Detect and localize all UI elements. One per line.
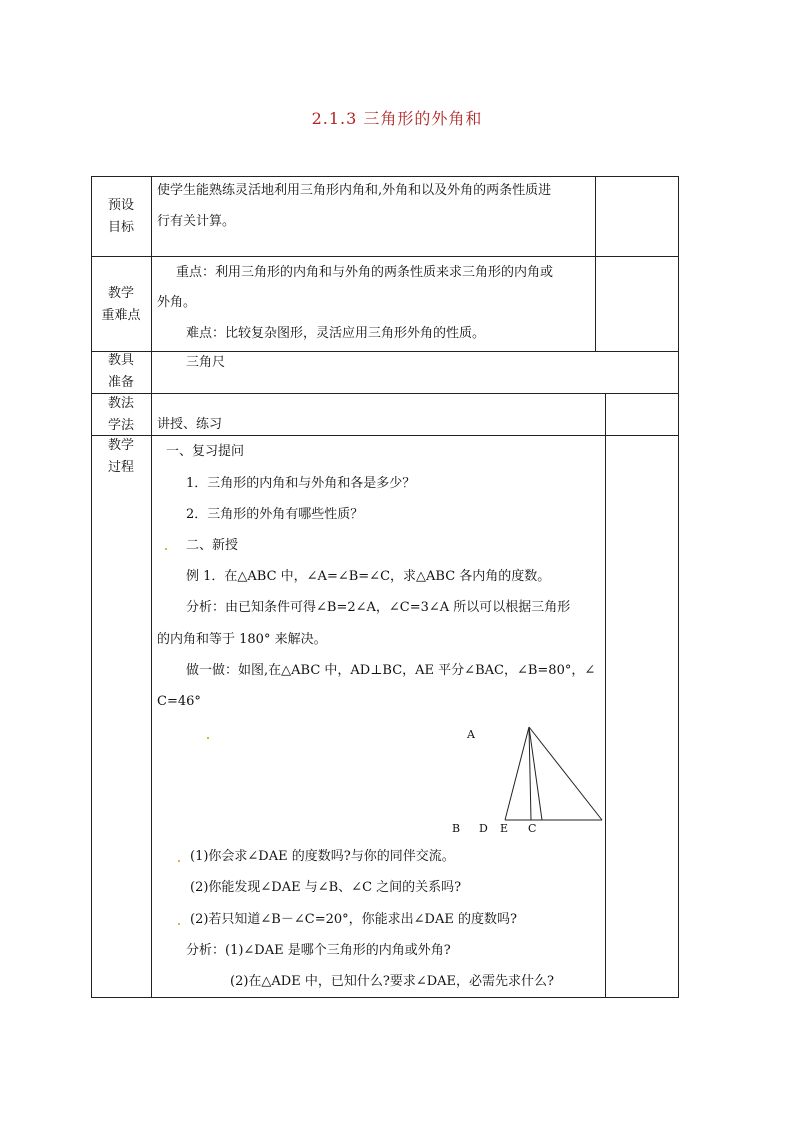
process-line: 分析：由已知条件可得∠B=2∠A，∠C=3∠A 所以可以根据三角形 xyxy=(186,600,571,615)
marker-dot xyxy=(165,548,167,550)
process-line: (1)你会求∠DAE 的度数吗?与你的同伴交流。 xyxy=(190,849,455,864)
process-line: 做一做：如图,在△ABC 中，AD⊥BC，AE 平分∠BAC，∠B=80°，∠ xyxy=(186,663,596,678)
page-title: 2.1.3 三角形的外角和 xyxy=(311,109,483,128)
process-line: 一、复习提问 xyxy=(166,444,245,459)
goal-text-line-2: 行有关计算。 xyxy=(157,214,236,229)
process-line: 1．三角形的内角和与外角和各是多少？ xyxy=(186,476,416,491)
process-line: (2)若只知道∠B－∠C=20°，你能求出∠DAE 的度数吗? xyxy=(190,912,517,927)
process-line: 二、新授 xyxy=(186,538,239,553)
method-label: 教法 学法 xyxy=(107,396,134,433)
marker-dot xyxy=(207,737,209,739)
key-text-line-2: 外角。 xyxy=(157,295,197,310)
goal-text-line-1: 使学生能熟练灵活地利用三角形内角和,外角和以及外角的两条性质进 xyxy=(157,183,552,198)
process-line: 2．三角形的外角有哪些性质？ xyxy=(186,507,364,522)
key-text-line-1: 重点：利用三角形的内角和与外角的两条性质来求三角形的内角或 xyxy=(176,265,554,280)
label-e: E xyxy=(500,822,509,835)
side-ab xyxy=(505,727,529,820)
process-line: C=46° xyxy=(157,694,201,709)
triangle-figure xyxy=(440,720,610,838)
key-label: 教学 重难点 xyxy=(101,286,141,323)
label-c: C xyxy=(528,822,537,835)
process-line: (2)你能发现∠DAE 与∠B、∠C 之间的关系吗? xyxy=(190,880,462,895)
marker-dot xyxy=(178,923,180,925)
label-b: B xyxy=(452,822,461,835)
label-d: D xyxy=(479,822,488,835)
process-line: (2)在△ADE 中，已知什么?要求∠DAE，必需先求什么? xyxy=(230,974,554,989)
process-line: 例 1．在△ABC 中，∠A=∠B=∠C，求△ABC 各内角的度数。 xyxy=(186,569,551,584)
goal-label: 预设 目标 xyxy=(107,198,134,235)
key-text-line-3: 难点：比较复杂图形，灵活应用三角形外角的性质。 xyxy=(186,326,486,341)
marker-dot xyxy=(178,860,180,862)
process-line: 的内角和等于 180° 来解决。 xyxy=(157,632,327,647)
label-a: A xyxy=(467,728,475,741)
tools-text: 三角尺 xyxy=(186,355,226,370)
tools-label: 教具 准备 xyxy=(107,353,134,390)
process-label: 教学 过程 xyxy=(107,438,134,475)
method-text: 讲授、练习 xyxy=(157,417,223,432)
process-line: 分析：(1)∠DAE 是哪个三角形的内角或外角? xyxy=(186,943,451,958)
